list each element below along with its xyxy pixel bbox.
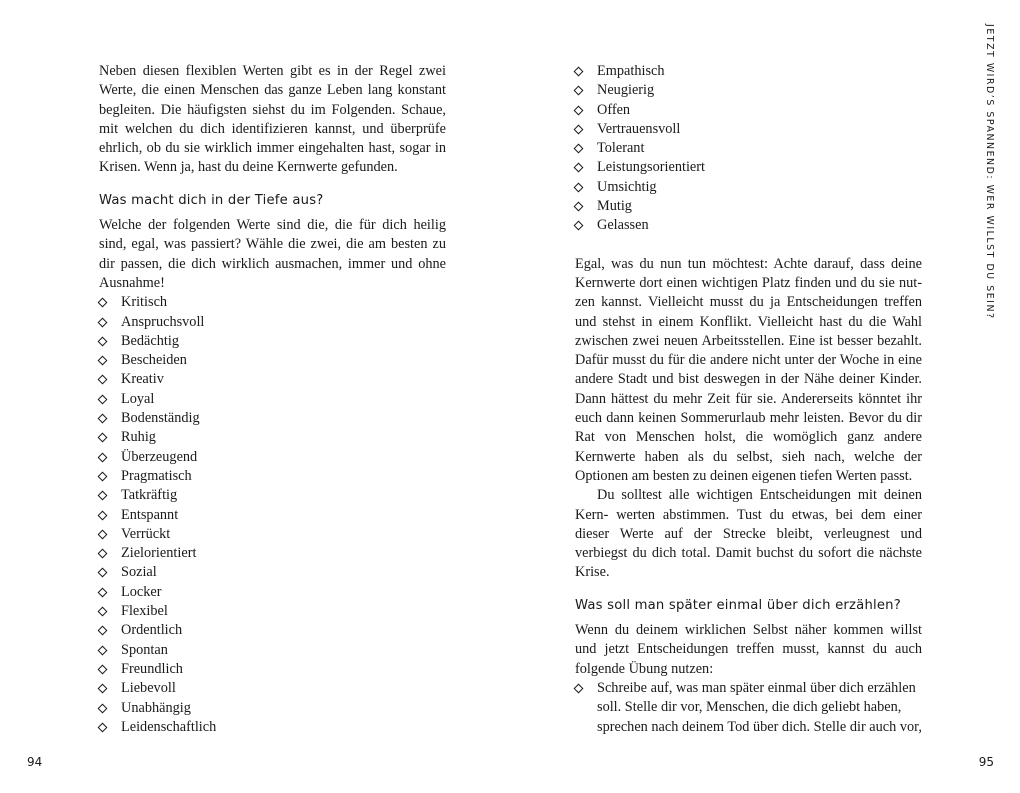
value-label: Bescheiden: [121, 352, 187, 369]
value-item: [99, 699, 446, 718]
value-item: [99, 313, 446, 332]
checkbox-diamond-icon: [574, 221, 584, 231]
values-list-continued: [575, 62, 922, 236]
text-line: Kernwerte dort einen wichtigen Platz finden und du sie nut-: [575, 274, 922, 291]
value-item: [99, 660, 446, 679]
value-item: [99, 602, 446, 621]
checkbox-diamond-icon: [574, 182, 584, 192]
text-line: Sommerurlaub mehr leisten. Bevor du dir Rat von Menschen: [575, 410, 922, 446]
values-list: [99, 293, 446, 737]
question-line: Welche der folgenden Werte sind die, die für dich heilig sind,: [99, 217, 446, 253]
value-item: [575, 120, 922, 139]
checkbox-diamond-icon: [98, 433, 108, 443]
value-item: [99, 390, 446, 409]
text-line: Du solltest alle wichtigen Entscheidungen mit deinen Kern-: [575, 487, 922, 523]
checkbox-diamond-icon: [574, 86, 584, 96]
value-item: [99, 428, 446, 447]
exercise-item: [575, 679, 922, 737]
value-label: Flexibel: [121, 603, 168, 620]
value-item: [99, 293, 446, 312]
intro-line: du dich identifizieren kannst, und überprüfe ehrlich, ob du sie: [99, 120, 446, 157]
checkbox-diamond-icon: [574, 683, 584, 693]
value-item: [99, 641, 446, 660]
right-page: [510, 0, 1020, 793]
value-item: [575, 216, 922, 235]
value-label: Kreativ: [121, 371, 164, 388]
value-label: Locker: [121, 583, 162, 600]
checkbox-diamond-icon: [98, 414, 108, 424]
value-label: Umsichtig: [597, 178, 657, 195]
value-item: [99, 621, 446, 640]
checkbox-diamond-icon: [98, 317, 108, 327]
value-label: Sozial: [121, 564, 157, 581]
value-label: Gelassen: [597, 217, 649, 234]
checkbox-diamond-icon: [574, 163, 584, 173]
text-line: sieh nach, welche der Optionen am besten zu deinen eigenen: [575, 448, 922, 484]
value-item: [99, 679, 446, 698]
value-label: Vertrauensvoll: [597, 120, 681, 137]
checkbox-diamond-icon: [574, 67, 584, 77]
text-line: zen kannst. Vielleicht musst du ja Entscheidungen treffen und: [575, 294, 922, 330]
checkbox-diamond-icon: [574, 105, 584, 115]
body-paragraph: [575, 255, 922, 487]
value-label: Kritisch: [121, 294, 168, 311]
text-line: mehr Zeit für sie. Andererseits könntet ihr euch dann keinen: [575, 390, 923, 427]
value-item: [99, 718, 446, 737]
value-label: Offen: [597, 101, 631, 118]
value-label: Bedächtig: [121, 332, 179, 349]
value-item: [575, 139, 922, 158]
checkbox-diamond-icon: [98, 703, 108, 713]
value-item: [99, 486, 446, 505]
value-label: Ordentlich: [121, 622, 183, 639]
checkbox-diamond-icon: [574, 124, 584, 134]
text-line: Damit buchst du sofort die nächste Krise.: [575, 545, 922, 581]
question-paragraph: [99, 216, 446, 293]
value-item: [99, 370, 446, 389]
value-label: Überzeugend: [121, 448, 198, 465]
value-label: Pragmatisch: [121, 467, 192, 484]
text-line: tiefen Werten passt.: [799, 467, 913, 484]
text-line: Wenn du deinem wirklichen Selbst näher kommen willst und: [575, 622, 922, 658]
text-line: auf der Strecke bleibt, verleugnest und verbiegst du dich total.: [575, 525, 922, 562]
page-number: 95: [978, 755, 994, 769]
value-item: [99, 332, 446, 351]
checkbox-diamond-icon: [574, 144, 584, 154]
value-label: Ruhig: [121, 429, 156, 446]
checkbox-diamond-icon: [98, 607, 108, 617]
value-label: Leidenschaftlich: [121, 718, 217, 735]
checkbox-diamond-icon: [98, 298, 108, 308]
running-head-text: JETZT WIRD’S SPANNEND: WER WILLST DU SEIN?: [984, 24, 995, 320]
running-head: [979, 24, 999, 320]
body-paragraph: [575, 486, 922, 582]
question-line: egal, was passiert? Wähle die zwei, die am besten zu dir passen,: [99, 236, 446, 272]
checkbox-diamond-icon: [98, 568, 108, 578]
intro-paragraph: [99, 62, 446, 178]
left-column: [99, 62, 446, 737]
value-label: Leistungsorientiert: [597, 159, 705, 176]
value-label: Loyal: [121, 390, 155, 407]
checkbox-diamond-icon: [574, 202, 584, 212]
text-line: und bist deswegen in der Nähe deiner Kinder. Dann hättest du: [575, 371, 922, 407]
value-label: Neugierig: [597, 82, 655, 99]
value-label: Unabhängig: [121, 699, 191, 716]
checkbox-diamond-icon: [98, 684, 108, 694]
value-item: [575, 81, 922, 100]
value-item: [99, 448, 446, 467]
value-item: [575, 178, 922, 197]
intro-line: du deine Kernwerte gefunden.: [224, 159, 398, 176]
checkbox-diamond-icon: [98, 510, 108, 520]
checkbox-diamond-icon: [98, 645, 108, 655]
value-label: Spontan: [121, 641, 168, 658]
checkbox-diamond-icon: [98, 336, 108, 346]
checkbox-diamond-icon: [98, 452, 108, 462]
checkbox-diamond-icon: [98, 626, 108, 636]
text-line: werten abstimmen. Tust du etwas, bei dem einer dieser Werte: [575, 506, 922, 542]
text-line: Schreibe auf, was man später einmal über dich erzählen: [597, 679, 916, 696]
checkbox-diamond-icon: [98, 471, 108, 481]
intro-line: die einen Menschen das ganze Leben lang konstant begleiten.: [99, 82, 446, 118]
value-item: [99, 506, 446, 525]
value-item: [99, 583, 446, 602]
text-line: holst, die womöglich ganz andere Kernwerte haben als du selbst,: [575, 429, 922, 465]
checkbox-diamond-icon: [98, 491, 108, 501]
text-line: zwei neuen Arbeitsstellen. Eine ist besser bezahlt. Dafür musst: [575, 332, 922, 369]
checkbox-diamond-icon: [98, 664, 108, 674]
text-line: du für die andere nicht unter der Woche in eine andere Stadt: [575, 352, 922, 388]
value-item: [575, 62, 922, 81]
value-label: Anspruchsvoll: [121, 313, 205, 330]
value-label: Freundlich: [121, 660, 183, 677]
intro-line: Die häufigsten siehst du im Folgenden. Schaue, mit welchen: [99, 101, 447, 137]
right-column: [575, 62, 922, 737]
value-item: [575, 197, 922, 216]
value-label: Empathisch: [597, 63, 665, 79]
exercise-list: [575, 679, 922, 737]
question-line: die dich wirklich ausmachen, immer und ohne Ausnahme!: [99, 255, 446, 291]
checkbox-diamond-icon: [98, 722, 108, 732]
section-heading: Was soll man später einmal über dich erzählen?: [575, 597, 901, 613]
value-item: [99, 467, 446, 486]
intro-line: wirklich immer eingehalten hast, sogar in Krisen. Wenn ja, hast: [99, 140, 447, 176]
value-label: Liebevoll: [121, 680, 176, 697]
text-line: sprechen nach deinem Tod über dich. Stelle dir auch vor,: [597, 718, 922, 735]
text-line: stehst in einem Konflikt. Vielleicht hast du die Wahl zwischen: [575, 313, 923, 349]
value-item: [575, 158, 922, 177]
value-label: Zielorientiert: [121, 545, 197, 562]
checkbox-diamond-icon: [98, 529, 108, 539]
text-line: soll. Stelle dir vor, Menschen, die dich geliebt haben,: [597, 699, 902, 716]
page-number: 94: [27, 755, 43, 769]
value-label: Tolerant: [597, 140, 645, 157]
checkbox-diamond-icon: [98, 356, 108, 366]
checkbox-diamond-icon: [98, 587, 108, 597]
value-item: [99, 525, 446, 544]
text-line: Egal, was du nun tun möchtest: Achte darauf, dass deine: [575, 255, 922, 272]
value-item: [99, 409, 446, 428]
value-item: [575, 101, 922, 120]
text-line: Übung nutzen:: [628, 660, 714, 677]
value-item: [99, 544, 446, 563]
section-heading: Was macht dich in der Tiefe aus?: [99, 192, 324, 208]
value-label: Verrückt: [121, 525, 171, 542]
text-line: jetzt Entscheidungen treffen musst, kannst du auch folgende: [575, 641, 923, 677]
value-item: [99, 563, 446, 582]
checkbox-diamond-icon: [98, 549, 108, 559]
checkbox-diamond-icon: [98, 394, 108, 404]
body-paragraph: [575, 621, 922, 679]
value-label: Entspannt: [121, 506, 179, 523]
checkbox-diamond-icon: [98, 375, 108, 385]
value-item: [99, 351, 446, 370]
intro-line: Neben diesen flexiblen Werten gibt es in der Regel zwei Werte,: [99, 63, 446, 99]
value-label: Bodenständig: [121, 410, 200, 427]
value-label: Tatkräftig: [121, 487, 178, 504]
value-label: Mutig: [597, 198, 632, 215]
